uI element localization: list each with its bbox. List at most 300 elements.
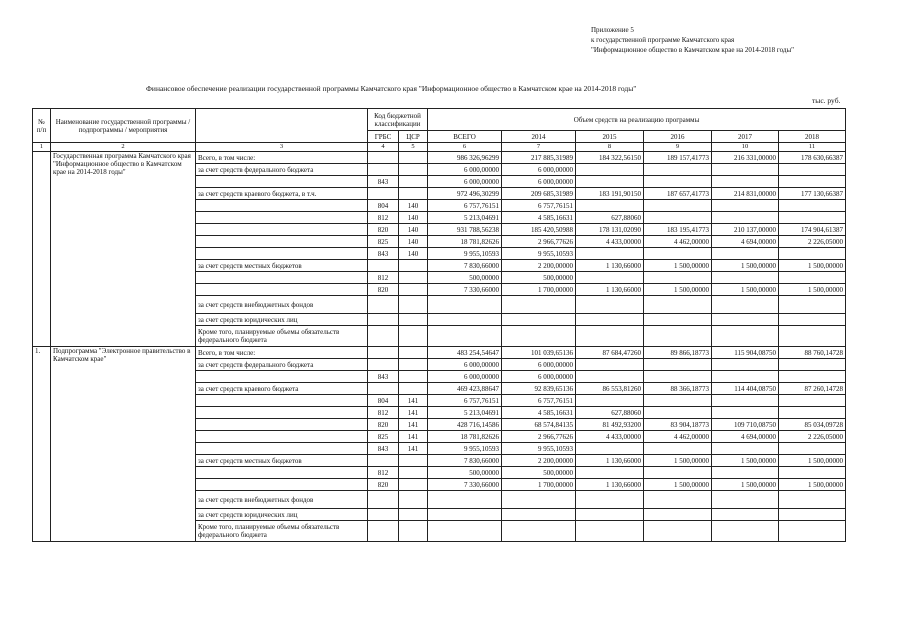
year-2017-cell (712, 509, 779, 521)
year-2017-cell: 115 904,08750 (712, 347, 779, 359)
grbs-cell (368, 509, 399, 521)
funding-source: Всего, в том числе: (196, 347, 368, 359)
year-2017-cell (712, 371, 779, 383)
year-2018-cell (779, 395, 846, 407)
total-cell: 18 781,82626 (428, 431, 502, 443)
total-cell: 6 757,76151 (428, 200, 502, 212)
year-2018-cell: 1 500,00000 (779, 284, 846, 296)
year-2016-cell: 1 500,00000 (644, 455, 712, 467)
year-2018-cell: 2 226,05000 (779, 431, 846, 443)
funding-source (196, 371, 368, 383)
csr-cell (399, 359, 428, 371)
year-2018-cell: 85 034,09728 (779, 419, 846, 431)
year-2018-cell (779, 314, 846, 326)
funding-source (196, 212, 368, 224)
year-2017-cell (712, 200, 779, 212)
total-cell (428, 491, 502, 509)
year-2018-cell (779, 359, 846, 371)
appendix-note (591, 25, 794, 55)
table-header (33, 109, 846, 152)
year-2014-cell: 6 000,00000 (502, 359, 576, 371)
year-2014-cell (502, 314, 576, 326)
funding-source: за счет средств местных бюджетов (196, 455, 368, 467)
csr-cell (399, 326, 428, 347)
column-number: 4 (368, 143, 399, 152)
year-2015-cell (576, 359, 644, 371)
funding-source (196, 431, 368, 443)
csr-cell: 140 (399, 224, 428, 236)
column-number: 1 (33, 143, 51, 152)
grbs-cell (368, 326, 399, 347)
year-2015-cell (576, 164, 644, 176)
year-2015-cell: 627,88060 (576, 212, 644, 224)
appendix-line: "Информационное общество в Камчатском крае на 2014-2018 годы" (591, 46, 795, 54)
grbs-cell (368, 383, 399, 395)
grbs-cell: 820 (368, 284, 399, 296)
col-grbs-header: ГРБС (368, 131, 399, 143)
year-2018-cell (779, 164, 846, 176)
year-2014-cell: 6 000,00000 (502, 371, 576, 383)
year-2014-cell (502, 296, 576, 314)
year-2014-cell: 68 574,84135 (502, 419, 576, 431)
total-cell: 972 496,30299 (428, 188, 502, 200)
year-2015-cell: 1 130,66000 (576, 479, 644, 491)
year-2018-cell (779, 491, 846, 509)
funding-source: за счет средств местных бюджетов (196, 260, 368, 272)
grbs-cell: 812 (368, 407, 399, 419)
year-2017-cell (712, 395, 779, 407)
year-2017-cell (712, 407, 779, 419)
grbs-cell: 843 (368, 443, 399, 455)
total-cell (428, 509, 502, 521)
total-cell: 986 326,96299 (428, 152, 502, 164)
grbs-cell (368, 314, 399, 326)
year-2014-cell: 209 685,31989 (502, 188, 576, 200)
year-2016-cell (644, 491, 712, 509)
col-csr-header: ЦСР (399, 131, 428, 143)
funding-source (196, 200, 368, 212)
year-2017-cell: 210 137,00000 (712, 224, 779, 236)
year-2017-cell (712, 521, 779, 542)
year-2014-cell: 1 700,00000 (502, 284, 576, 296)
col-num-header: № п/п (33, 109, 51, 143)
grbs-cell (368, 347, 399, 359)
row-number: 1. (33, 347, 51, 542)
year-2016-cell (644, 296, 712, 314)
grbs-cell: 804 (368, 200, 399, 212)
document-title: Финансовое обеспечение реализации государственной программы Камчатского края "Информационное общество в Камчатском крае на 2014-2018 годы" (146, 84, 637, 93)
year-2018-cell (779, 407, 846, 419)
csr-cell (399, 347, 428, 359)
funding-source (196, 395, 368, 407)
csr-cell (399, 467, 428, 479)
col-total-header: ВСЕГО (428, 131, 502, 143)
grbs-cell (368, 296, 399, 314)
year-2015-cell: 81 492,93200 (576, 419, 644, 431)
year-2018-cell: 178 630,66387 (779, 152, 846, 164)
year-2015-cell (576, 200, 644, 212)
row-number (33, 152, 51, 347)
csr-cell: 140 (399, 248, 428, 260)
year-2017-cell: 109 710,08750 (712, 419, 779, 431)
year-2014-cell (502, 491, 576, 509)
year-2016-cell (644, 443, 712, 455)
column-number: 3 (196, 143, 368, 152)
year-2016-cell (644, 200, 712, 212)
year-2016-cell (644, 314, 712, 326)
funding-source: за счет средств краевого бюджета (196, 383, 368, 395)
csr-cell: 141 (399, 419, 428, 431)
year-2014-cell: 2 200,00000 (502, 455, 576, 467)
col-2016-header: 2016 (644, 131, 712, 143)
year-2018-cell (779, 326, 846, 347)
grbs-cell: 843 (368, 176, 399, 188)
total-cell (428, 326, 502, 347)
funding-source: за счет средств юридических лиц (196, 509, 368, 521)
year-2015-cell: 183 191,90150 (576, 188, 644, 200)
col-source-header (196, 109, 368, 143)
total-cell: 7 330,66000 (428, 284, 502, 296)
year-2017-cell (712, 272, 779, 284)
total-cell: 6 000,00000 (428, 176, 502, 188)
year-2016-cell (644, 407, 712, 419)
year-2015-cell: 4 433,00000 (576, 236, 644, 248)
funding-source (196, 272, 368, 284)
year-2016-cell: 187 657,41773 (644, 188, 712, 200)
year-2016-cell: 1 500,00000 (644, 260, 712, 272)
year-2018-cell (779, 371, 846, 383)
year-2014-cell (502, 521, 576, 542)
csr-cell (399, 296, 428, 314)
total-cell: 500,00000 (428, 272, 502, 284)
year-2015-cell: 1 130,66000 (576, 455, 644, 467)
year-2018-cell (779, 521, 846, 542)
funding-source (196, 284, 368, 296)
funding-source: за счет средств юридических лиц (196, 314, 368, 326)
funding-source: Всего, в том числе: (196, 152, 368, 164)
csr-cell: 141 (399, 407, 428, 419)
year-2017-cell: 114 404,08750 (712, 383, 779, 395)
year-2015-cell (576, 395, 644, 407)
year-2015-cell: 4 433,00000 (576, 431, 644, 443)
total-cell: 7 830,66000 (428, 455, 502, 467)
total-cell (428, 314, 502, 326)
csr-cell: 140 (399, 236, 428, 248)
col-2018-header: 2018 (779, 131, 846, 143)
funding-source (196, 248, 368, 260)
table-body (33, 152, 846, 542)
funding-source (196, 236, 368, 248)
csr-cell (399, 455, 428, 467)
program-name: Подпрограмма "Электронное правительство в Камчатском крае" (51, 347, 196, 542)
funding-source (196, 419, 368, 431)
csr-cell (399, 284, 428, 296)
grbs-cell: 843 (368, 248, 399, 260)
year-2018-cell: 174 904,61387 (779, 224, 846, 236)
col-2015-header: 2015 (576, 131, 644, 143)
column-number: 11 (779, 143, 846, 152)
total-cell: 6 000,00000 (428, 371, 502, 383)
year-2018-cell (779, 248, 846, 260)
year-2014-cell: 9 955,10593 (502, 443, 576, 455)
year-2016-cell: 88 366,18773 (644, 383, 712, 395)
total-cell: 931 788,56238 (428, 224, 502, 236)
funding-source: за счет средств федерального бюджета (196, 164, 368, 176)
column-number: 5 (399, 143, 428, 152)
funding-source (196, 467, 368, 479)
year-2015-cell (576, 326, 644, 347)
year-2015-cell: 184 322,56150 (576, 152, 644, 164)
table-row (33, 152, 846, 164)
csr-cell (399, 176, 428, 188)
year-2018-cell (779, 212, 846, 224)
total-cell: 5 213,04691 (428, 407, 502, 419)
grbs-cell (368, 164, 399, 176)
year-2015-cell (576, 443, 644, 455)
year-2016-cell (644, 395, 712, 407)
csr-cell (399, 272, 428, 284)
csr-cell (399, 371, 428, 383)
funding-source: за счет средств краевого бюджета, в т.ч. (196, 188, 368, 200)
grbs-cell: 825 (368, 431, 399, 443)
csr-cell (399, 479, 428, 491)
year-2016-cell (644, 212, 712, 224)
year-2014-cell (502, 326, 576, 347)
total-cell: 7 330,66000 (428, 479, 502, 491)
year-2014-cell: 101 039,65136 (502, 347, 576, 359)
year-2016-cell (644, 509, 712, 521)
year-2018-cell (779, 509, 846, 521)
year-2016-cell: 89 866,18773 (644, 347, 712, 359)
total-cell: 6 757,76151 (428, 395, 502, 407)
csr-cell (399, 509, 428, 521)
year-2014-cell: 217 885,31989 (502, 152, 576, 164)
year-2018-cell (779, 296, 846, 314)
year-2014-cell (502, 509, 576, 521)
year-2015-cell: 1 130,66000 (576, 284, 644, 296)
year-2015-cell: 86 553,81260 (576, 383, 644, 395)
year-2014-cell: 185 420,50988 (502, 224, 576, 236)
year-2016-cell (644, 467, 712, 479)
funding-source: Кроме того, планируемые объемы обязательств федерального бюджета (196, 326, 368, 347)
year-2015-cell: 178 131,02090 (576, 224, 644, 236)
year-2015-cell (576, 491, 644, 509)
funding-source (196, 479, 368, 491)
column-number: 8 (576, 143, 644, 152)
total-cell: 500,00000 (428, 467, 502, 479)
year-2017-cell (712, 212, 779, 224)
year-2018-cell: 1 500,00000 (779, 455, 846, 467)
financing-table (32, 108, 846, 542)
total-cell: 18 781,82626 (428, 236, 502, 248)
total-cell: 5 213,04691 (428, 212, 502, 224)
year-2018-cell (779, 200, 846, 212)
year-2017-cell (712, 164, 779, 176)
program-name: Государственная программа Камчатского края "Информационное общество в Камчатском крае на 2014-2018 годы" (51, 152, 196, 347)
total-cell (428, 521, 502, 542)
year-2014-cell: 2 966,77626 (502, 431, 576, 443)
column-number: 7 (502, 143, 576, 152)
year-2014-cell: 2 200,00000 (502, 260, 576, 272)
year-2015-cell (576, 467, 644, 479)
year-2018-cell: 2 226,05000 (779, 236, 846, 248)
year-2016-cell: 1 500,00000 (644, 479, 712, 491)
total-cell: 9 955,10593 (428, 443, 502, 455)
year-2017-cell: 4 694,00000 (712, 236, 779, 248)
table-row (33, 347, 846, 359)
year-2017-cell (712, 359, 779, 371)
grbs-cell: 843 (368, 371, 399, 383)
year-2016-cell (644, 272, 712, 284)
year-2015-cell: 1 130,66000 (576, 260, 644, 272)
year-2015-cell (576, 248, 644, 260)
year-2018-cell: 1 500,00000 (779, 479, 846, 491)
csr-cell (399, 521, 428, 542)
year-2018-cell (779, 272, 846, 284)
total-cell: 7 830,66000 (428, 260, 502, 272)
year-2014-cell: 6 757,76151 (502, 395, 576, 407)
year-2017-cell (712, 248, 779, 260)
year-2017-cell: 1 500,00000 (712, 284, 779, 296)
year-2017-cell: 1 500,00000 (712, 455, 779, 467)
year-2014-cell: 9 955,10593 (502, 248, 576, 260)
csr-cell: 140 (399, 200, 428, 212)
year-2016-cell (644, 326, 712, 347)
year-2014-cell: 6 757,76151 (502, 200, 576, 212)
year-2018-cell (779, 443, 846, 455)
funding-source (196, 407, 368, 419)
year-2014-cell: 4 585,16631 (502, 407, 576, 419)
funding-source (196, 176, 368, 188)
csr-cell (399, 164, 428, 176)
year-2015-cell (576, 272, 644, 284)
year-2018-cell (779, 467, 846, 479)
grbs-cell: 820 (368, 224, 399, 236)
year-2017-cell (712, 314, 779, 326)
year-2017-cell (712, 467, 779, 479)
year-2016-cell: 83 904,18773 (644, 419, 712, 431)
column-number: 9 (644, 143, 712, 152)
year-2014-cell: 2 966,77626 (502, 236, 576, 248)
year-2014-cell: 500,00000 (502, 467, 576, 479)
grbs-cell: 804 (368, 395, 399, 407)
total-cell: 428 716,14586 (428, 419, 502, 431)
total-cell: 6 000,00000 (428, 359, 502, 371)
year-2016-cell: 1 500,00000 (644, 284, 712, 296)
year-2014-cell: 6 000,00000 (502, 176, 576, 188)
column-number: 10 (712, 143, 779, 152)
total-cell (428, 296, 502, 314)
grbs-cell: 812 (368, 272, 399, 284)
col-2014-header: 2014 (502, 131, 576, 143)
csr-cell: 141 (399, 431, 428, 443)
funding-source: за счет средств внебюджетных фондов (196, 296, 368, 314)
appendix-line: к государственной программе Камчатского края (591, 36, 735, 44)
year-2014-cell: 92 839,65136 (502, 383, 576, 395)
year-2014-cell: 500,00000 (502, 272, 576, 284)
grbs-cell: 820 (368, 479, 399, 491)
year-2015-cell (576, 521, 644, 542)
year-2014-cell: 1 700,00000 (502, 479, 576, 491)
grbs-cell (368, 521, 399, 542)
csr-cell (399, 260, 428, 272)
column-number-row (33, 143, 846, 152)
column-number: 6 (428, 143, 502, 152)
grbs-cell (368, 491, 399, 509)
appendix-line: Приложение 5 (591, 26, 634, 34)
year-2017-cell: 1 500,00000 (712, 479, 779, 491)
year-2015-cell (576, 371, 644, 383)
year-2018-cell: 88 760,14728 (779, 347, 846, 359)
csr-cell: 140 (399, 212, 428, 224)
csr-cell (399, 152, 428, 164)
year-2015-cell (576, 314, 644, 326)
grbs-cell (368, 152, 399, 164)
year-2018-cell: 177 130,66387 (779, 188, 846, 200)
year-2017-cell: 216 331,00000 (712, 152, 779, 164)
grbs-cell: 820 (368, 419, 399, 431)
year-2016-cell (644, 371, 712, 383)
total-cell: 483 254,54647 (428, 347, 502, 359)
year-2016-cell: 189 157,41773 (644, 152, 712, 164)
code-group-header: Код бюджетной классификации (368, 109, 428, 131)
total-cell: 9 955,10593 (428, 248, 502, 260)
year-2015-cell: 87 684,47260 (576, 347, 644, 359)
year-2015-cell (576, 176, 644, 188)
units-label: тыс. руб. (812, 96, 841, 105)
csr-cell: 141 (399, 443, 428, 455)
funding-source: за счет средств федерального бюджета (196, 359, 368, 371)
funding-source (196, 443, 368, 455)
year-2014-cell: 6 000,00000 (502, 164, 576, 176)
grbs-cell (368, 455, 399, 467)
year-2018-cell (779, 176, 846, 188)
year-2017-cell: 1 500,00000 (712, 260, 779, 272)
funding-source (196, 224, 368, 236)
year-2017-cell (712, 491, 779, 509)
year-2017-cell (712, 443, 779, 455)
grbs-cell (368, 188, 399, 200)
year-2015-cell (576, 296, 644, 314)
year-2016-cell: 4 462,00000 (644, 236, 712, 248)
csr-cell (399, 491, 428, 509)
csr-cell (399, 188, 428, 200)
csr-cell (399, 314, 428, 326)
year-2016-cell (644, 164, 712, 176)
funding-source: за счет средств внебюджетных фондов (196, 491, 368, 509)
year-2017-cell (712, 176, 779, 188)
year-2017-cell: 214 831,00000 (712, 188, 779, 200)
year-2016-cell (644, 359, 712, 371)
grbs-cell: 812 (368, 212, 399, 224)
grbs-cell: 825 (368, 236, 399, 248)
year-2015-cell (576, 509, 644, 521)
year-2016-cell (644, 176, 712, 188)
year-2017-cell (712, 326, 779, 347)
total-cell: 6 000,00000 (428, 164, 502, 176)
year-2015-cell: 627,88060 (576, 407, 644, 419)
year-2016-cell (644, 248, 712, 260)
year-2017-cell (712, 296, 779, 314)
csr-cell (399, 383, 428, 395)
column-number: 2 (51, 143, 196, 152)
year-2016-cell: 4 462,00000 (644, 431, 712, 443)
amount-group-header: Объем средств на реализацию программы (428, 109, 846, 131)
year-2016-cell: 183 195,41773 (644, 224, 712, 236)
year-2017-cell: 4 694,00000 (712, 431, 779, 443)
funding-source: Кроме того, планируемые объемы обязательств федерального бюджета (196, 521, 368, 542)
grbs-cell: 812 (368, 467, 399, 479)
